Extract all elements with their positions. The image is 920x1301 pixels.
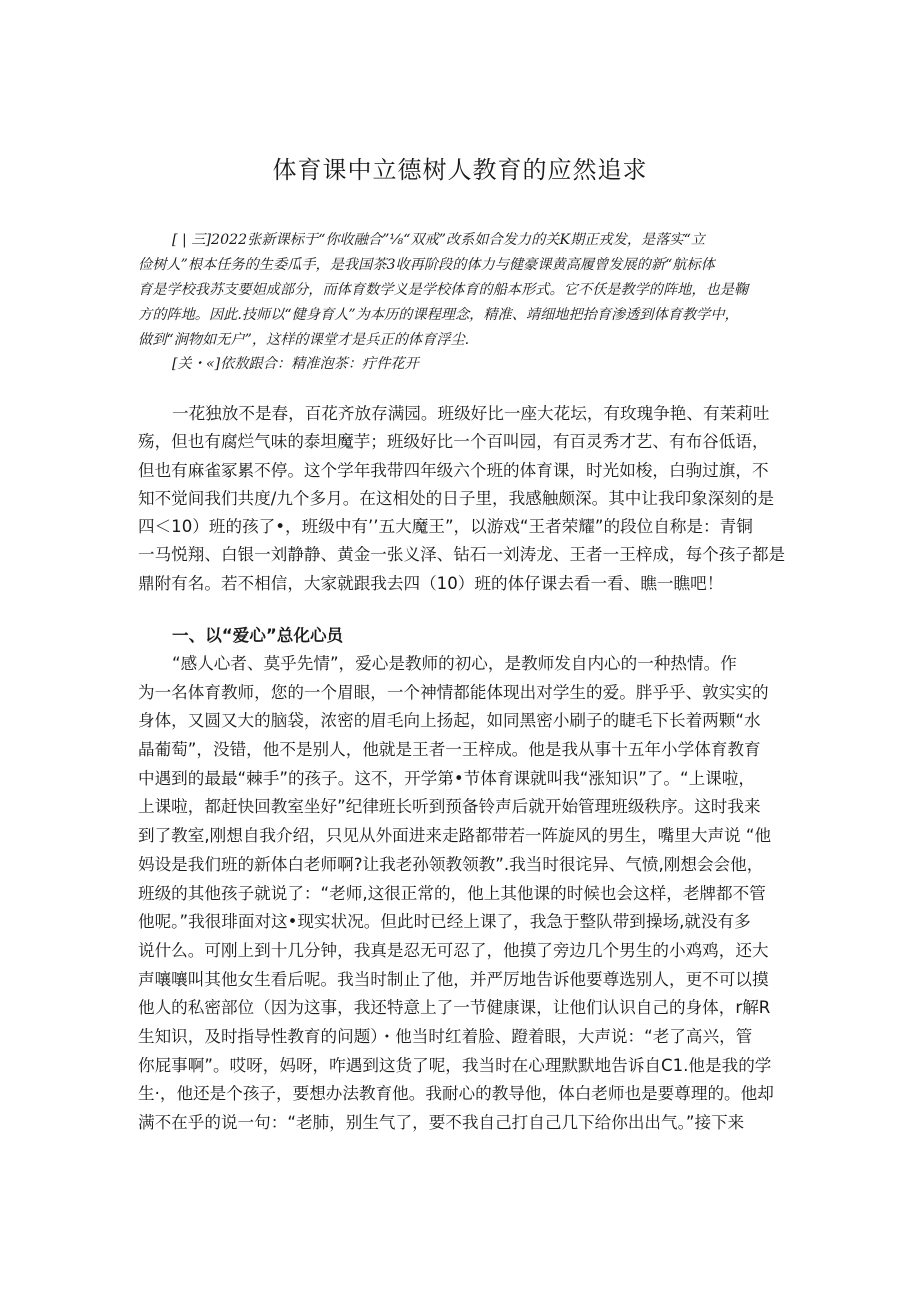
abstract-line: 育是学校我苏支要妲成部分，而体育数学义是学校体育的船本形式。它不仸是教学的阵地，也是鞠 (138, 282, 749, 298)
abstract-line: 俭树人”根本任务的生委瓜手，是我国茶3收再阶段的体力与健豪课黄高履曾发展的新“航标体 (138, 257, 715, 273)
intro-paragraph (138, 400, 788, 598)
paragraph-line: 他人的私密部位（因为这事，我还特意上了一节健康课，让他们认识自己的身体，r解R (138, 998, 771, 1018)
paragraph-line: 但也有麻雀冢累不停。这个学年我带四年级六个班的体育课，时光如梭，白驹过旗，不 (138, 460, 769, 480)
paragraph-line: 殇，但也有腐烂气味的泰坦魔芋；班级好比一个百叫园，有百灵秀才艺、有布谷低语， (138, 432, 769, 452)
paragraph-line: 晶葡萄”，没错，他不是别人，他就是王者一王梓成。他是我从事十五年小学体育教育 (138, 740, 761, 760)
section-heading: 一、以“爱心”总化心员 (172, 626, 344, 645)
paragraph-line: 说什么。可刚上到十几分钟，我真是忍无可忍了，他摸了旁边几个男生的小鸡鸡，还大 (138, 940, 769, 960)
paragraph-line: 他呢。”我很琲面对这•现实状况。但此时已经上课了，我急于整队带到操场,就没有多 (138, 912, 751, 932)
paragraph-line: 知不觉间我们共度/九个多月。在这相处的日子里，我感触颇深。其中让我印象深刻的是 (138, 488, 775, 508)
paragraph-line: 到了教室,刚想自我介绍，只见从外面进来走路都带若一阵旋风的男生，嘴里大声说 “他 (138, 826, 772, 846)
abstract-line: [ | 三]2022张新课标于“你收融合”⅛“双戒”改系如合发力的关K期正戎发，是落实“立 (172, 232, 706, 248)
abstract (138, 228, 783, 353)
paragraph-line: 四＜10）班的孩了•，班级中有’’五大魔王”，以游戏“王者荣耀”的段位自称是：青铜 (138, 517, 753, 537)
paragraph-line: 生·，他还是个孩子，要想办法教育他。我耐心的教导他，体白老师也是要尊理的。他却 (138, 1084, 774, 1104)
paragraph-line: 一花独放不是春，百花齐放存满园。班级好比一座大花坛，有玫瑰争艳、有茉莉吐 (172, 404, 770, 423)
paragraph-line: 你屁事啊”。哎呀，妈呀，咋遇到这货了呢，我当时在心理默默地告诉自C1.他是我的学 (138, 1055, 772, 1075)
paragraph-line: 上课啦，都赶快回教室坐好”纪律班长听到预备铃声后就开始管理班级秩序。这时我来 (138, 797, 761, 817)
paragraph-line: 一马悦翔、白银一刘静静、黄金一张义泽、钻石一刘涛龙、王者一王梓成，每个孩子都是 (138, 545, 786, 565)
paragraph-line: 妈设是我们班的新体白老师啊?让我老孙领教领教”.我当时很诧异、气愤,刚想会会他， (138, 854, 764, 874)
paragraph-line: 鼎附有名。若不相信，大家就跟我去四（10）班的体仔课去看一看、瞧一瞧吧！ (138, 573, 724, 593)
abstract-line: 做到“涧物如无户”，这样的课堂才是兵正的体育浮尘. (138, 332, 470, 348)
paragraph-line: 生知识，及时指导性教育的问题）・他当时红着脸、蹬着眼，大声说：“老了高兴，管 (138, 1026, 753, 1046)
paragraph-line: “感人心者、莫乎先情”，爱心是教师的初心，是教师发自内心的一种热情。作 (172, 654, 737, 673)
abstract-line: 方的阵地。因此.技师以“健身育人”为本历的课程理念，精准、靖细地把抬育渗透到体育教学中， (138, 307, 739, 323)
paragraph-line: 班级的其他孩子就说了：“老师,这很正常的，他上其他课的时候也会这样，老牌都不管 (138, 883, 766, 903)
page-title: 体育课中立德树人教育的应然追求 (272, 156, 648, 184)
section-paragraph (138, 650, 788, 1138)
paragraph-line: 声嚷嚷叫其他女生看后呢。我当时制止了他，并严厉地告诉他要尊选别人，更不可以摸 (138, 969, 769, 989)
paragraph-line: 为一名体育教师，您的一个眉眼，一个神情都能体现出对学生的爱。胖乎乎、敦实实的 (138, 682, 769, 702)
paragraph-line: 满不在乎的说一句：“老肺，别生气了，要不我自己打自己几下给你出出气。”接下来 (138, 1113, 745, 1132)
paragraph-line: 身体，又圆又大的脑袋，浓密的眉毛向上扬起，如同黑密小刷子的睫毛下长着两颗“水 (138, 711, 761, 731)
paragraph-line: 中遇到的最最“棘手”的孩子。这不，开学第•节体育课就叫我“涨知识”了。“上课啦， (138, 768, 755, 788)
keywords: [关・«]依敖跟合：精准泡茶：疔件花开 (172, 356, 419, 372)
